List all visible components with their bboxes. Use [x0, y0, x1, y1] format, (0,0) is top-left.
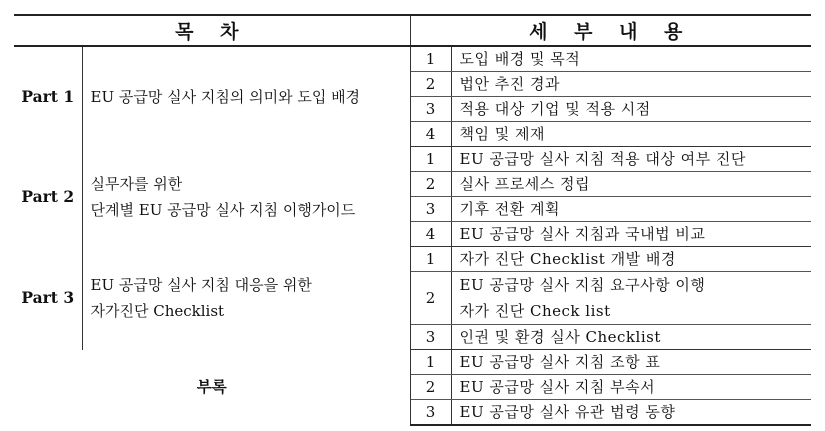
item-number: 3 [410, 197, 451, 222]
header-details: 세 부 내 용 [410, 15, 811, 46]
item-number: 1 [410, 247, 451, 272]
item-text-line: 자가 진단 Checklist 개발 배경 [459, 250, 676, 268]
item-text: EU 공급망 실사 지침과 국내법 비교 [451, 222, 811, 247]
item-text: 도입 배경 및 목적 [451, 46, 811, 72]
item-text [451, 272, 811, 325]
item-number: 4 [410, 222, 451, 247]
item-number: 3 [410, 400, 451, 426]
item-number: 1 [410, 46, 451, 72]
part-1-description-line: EU 공급망 실사 지침의 의미와 도입 배경 [90, 87, 361, 106]
appendix-label: 부록 [14, 350, 410, 426]
item-text [451, 325, 811, 350]
item-text: 책임 및 제재 [451, 122, 811, 147]
table-row [14, 247, 811, 272]
item-number: 3 [410, 97, 451, 122]
item-text: EU 공급망 실사 지침 적용 대상 여부 진단 [451, 147, 811, 172]
item-number: 1 [410, 350, 451, 375]
item-number: 2 [410, 72, 451, 97]
item-number: 2 [410, 375, 451, 400]
item-text: EU 공급망 실사 유관 법령 동향 [451, 400, 811, 426]
part-2-description-line: 단계별 EU 공급망 실사 지침 이행가이드 [90, 200, 356, 219]
item-text: 법안 추진 경과 [451, 72, 811, 97]
item-number: 2 [410, 172, 451, 197]
item-text-line: 인권 및 환경 실사 Checklist [459, 328, 661, 346]
table-of-contents [14, 14, 811, 426]
table-row [14, 350, 811, 375]
table-row [14, 147, 811, 172]
item-number: 3 [410, 325, 451, 350]
item-text: EU 공급망 실사 지침 부속서 [451, 375, 811, 400]
item-text: 기후 전환 계획 [451, 197, 811, 222]
item-text [451, 247, 811, 272]
header-row [14, 15, 811, 46]
item-number: 2 [410, 272, 451, 325]
part-2-description-line: 실무자를 위한 [90, 174, 183, 193]
table-row [14, 46, 811, 72]
part-1-label: Part 1 [21, 86, 75, 106]
item-text: EU 공급망 실사 지침 조항 표 [451, 350, 811, 375]
item-text-line: 자가 진단 Check list [459, 302, 611, 320]
item-text-line: EU 공급망 실사 지침 요구사항 이행 [459, 276, 706, 294]
part-3-description-line: EU 공급망 실사 지침 대응을 위한 [90, 276, 312, 294]
header-contents: 목 차 [14, 15, 410, 46]
item-text: 실사 프로세스 정립 [451, 172, 811, 197]
item-number: 4 [410, 122, 451, 147]
part-3-description-line: 자가진단 Checklist [90, 302, 225, 320]
part-3-description [82, 247, 410, 350]
part-2-label: Part 2 [21, 186, 75, 206]
item-text: 적용 대상 기업 및 적용 시점 [451, 97, 811, 122]
part-3-label: Part 3 [21, 288, 75, 307]
item-number: 1 [410, 147, 451, 172]
part-2-description [82, 147, 410, 247]
part-1-description [82, 46, 410, 147]
